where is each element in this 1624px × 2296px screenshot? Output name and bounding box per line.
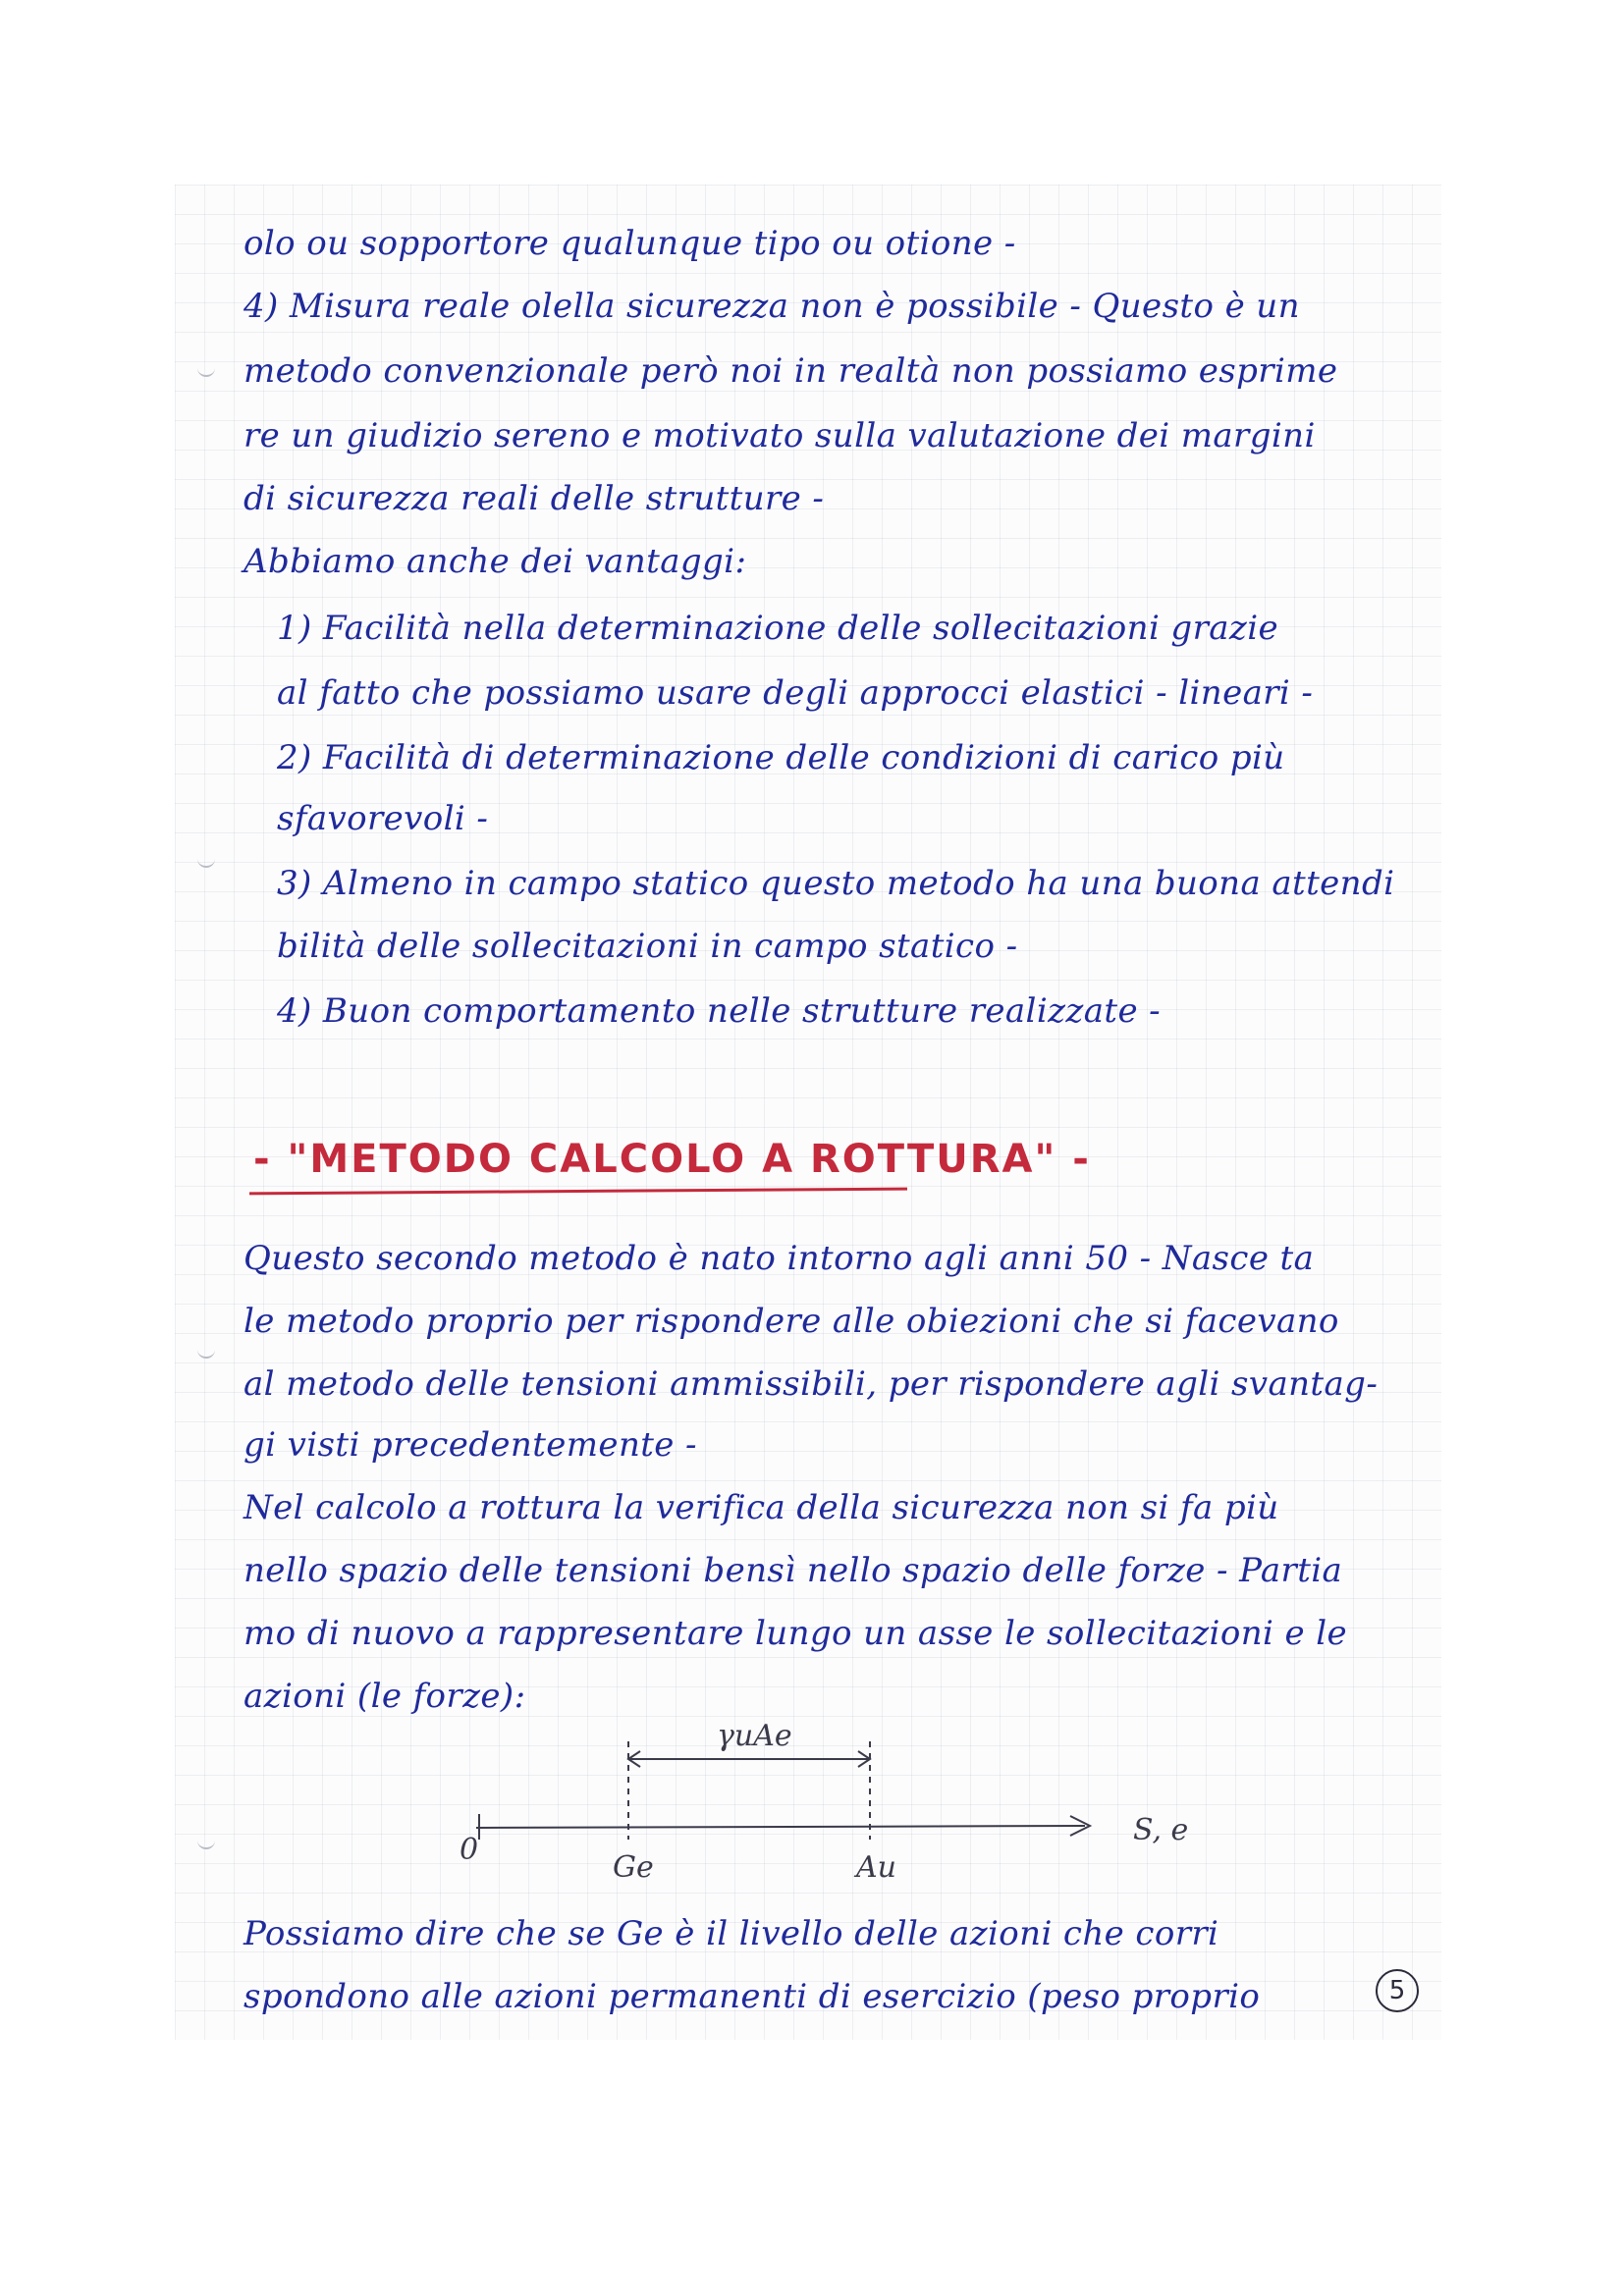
text-line: di sicurezza reali delle strutture - xyxy=(244,479,825,518)
axis-label: S, e xyxy=(1133,1813,1189,1847)
origin-label: 0 xyxy=(460,1833,479,1867)
section-heading: - "METODO CALCOLO A ROTTURA" - xyxy=(253,1137,1091,1182)
au-label: Au xyxy=(856,1850,896,1885)
text-line: metodo convenzionale però noi in realtà non possiamo esprime xyxy=(244,351,1338,391)
text-line: sfavorevoli - xyxy=(277,799,489,838)
horizontal-axis xyxy=(476,1826,1085,1828)
text-line: Abbiamo anche dei vantaggi: xyxy=(244,542,747,581)
text-line: re un giudizio sereno e motivato sulla valutazione dei margini xyxy=(244,416,1316,455)
text-line: 3) Almeno in campo statico questo metodo ha una buona attendi xyxy=(277,864,1395,903)
text-line: azioni (le forze): xyxy=(244,1677,526,1716)
text-line: Possiamo dire che se Ge è il livello delle azioni che corri xyxy=(244,1914,1219,1953)
text-line: 4) Misura reale olella sicurezza non è possibile - Questo è un xyxy=(244,287,1300,326)
text-line: 2) Facilità di determinazione delle condizioni di carico più xyxy=(277,738,1285,777)
range-label: γuAe xyxy=(717,1719,792,1753)
text-line: 1) Facilità nella determinazione delle sollecitazioni grazie xyxy=(277,609,1279,648)
text-line: Questo secondo metodo è nato intorno agli anni 50 - Nasce ta xyxy=(244,1239,1315,1278)
text-line: bilità delle sollecitazioni in campo statico - xyxy=(277,927,1018,966)
text-line: Nel calcolo a rottura la verifica della sicurezza non si fa più xyxy=(244,1488,1279,1527)
text-line: nello spazio delle tensioni bensì nello spazio delle forze - Partia xyxy=(244,1551,1343,1590)
text-line: spondono alle azioni permanenti di esercizio (peso proprio xyxy=(244,1977,1261,2016)
text-line: gi visti precedentemente - xyxy=(244,1425,697,1465)
ge-label: Ge xyxy=(613,1850,654,1885)
text-line: al metodo delle tensioni ammissibili, per rispondere agli svantag- xyxy=(244,1364,1379,1404)
text-line: mo di nuovo a rappresentare lungo un asse le sollecitazioni e le xyxy=(244,1614,1348,1653)
text-line: al fatto che possiamo usare degli approcci elastici - lineari - xyxy=(277,673,1314,713)
text-line: le metodo proprio per rispondere alle obiezioni che si facevano xyxy=(244,1302,1339,1341)
force-axis-diagram xyxy=(432,1708,1257,1885)
text-line: olo ou sopportore qualunque tipo ou otione - xyxy=(244,224,1016,263)
page-number-badge: 5 xyxy=(1376,1969,1419,2012)
text-line: 4) Buon comportamento nelle strutture realizzate - xyxy=(277,991,1162,1031)
